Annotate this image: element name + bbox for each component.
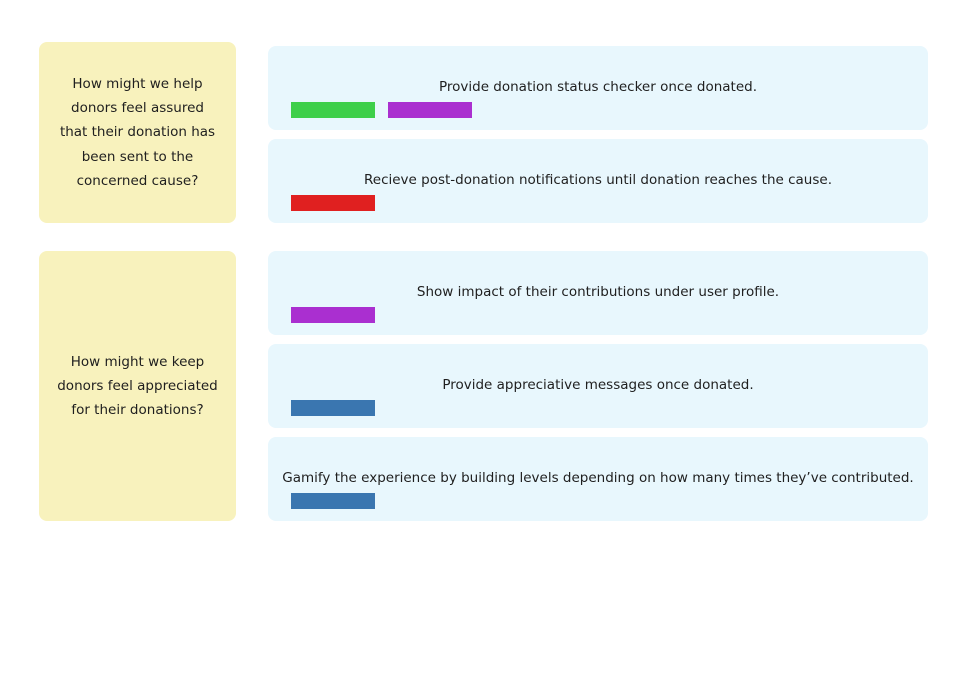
question-text (60, 72, 215, 193)
idea-text: Gamify the experience by building levels depending on how many times they’ve contributed. (282, 470, 914, 486)
tag-row (291, 400, 375, 416)
tag-row (291, 102, 472, 118)
question-line: for their donations? (71, 402, 204, 419)
tag-purple (291, 307, 375, 323)
question-line: been sent to the (81, 148, 194, 165)
tag-row (291, 195, 375, 211)
idea-text: Provide appreciative messages once donated. (442, 377, 754, 393)
tag-blue (291, 493, 375, 509)
tag-blue (291, 400, 375, 416)
idea-text: Recieve post-donation notifications until donation reaches the cause. (364, 172, 832, 188)
idea-card (268, 139, 928, 223)
question-line: How might we help (72, 75, 203, 92)
idea-text: Show impact of their contributions under user profile. (416, 284, 780, 300)
tag-purple (388, 102, 472, 118)
tag-green (291, 102, 375, 118)
question-line: donors feel appreciated (57, 377, 218, 394)
question-line: concerned cause? (76, 172, 199, 189)
tag-row (291, 493, 375, 509)
idea-text: Provide donation status checker once donated. (438, 79, 758, 95)
idea-card (268, 251, 928, 335)
question-line: How might we keep (70, 353, 205, 370)
tag-red (291, 195, 375, 211)
idea-card (268, 46, 928, 130)
question-card-1 (39, 42, 236, 223)
tag-row (291, 307, 375, 323)
idea-card (268, 437, 928, 521)
question-line: donors feel assured (71, 100, 204, 117)
question-text (57, 350, 218, 423)
question-card-2 (39, 251, 236, 521)
question-line: that their donation has (59, 124, 216, 141)
idea-card (268, 344, 928, 428)
